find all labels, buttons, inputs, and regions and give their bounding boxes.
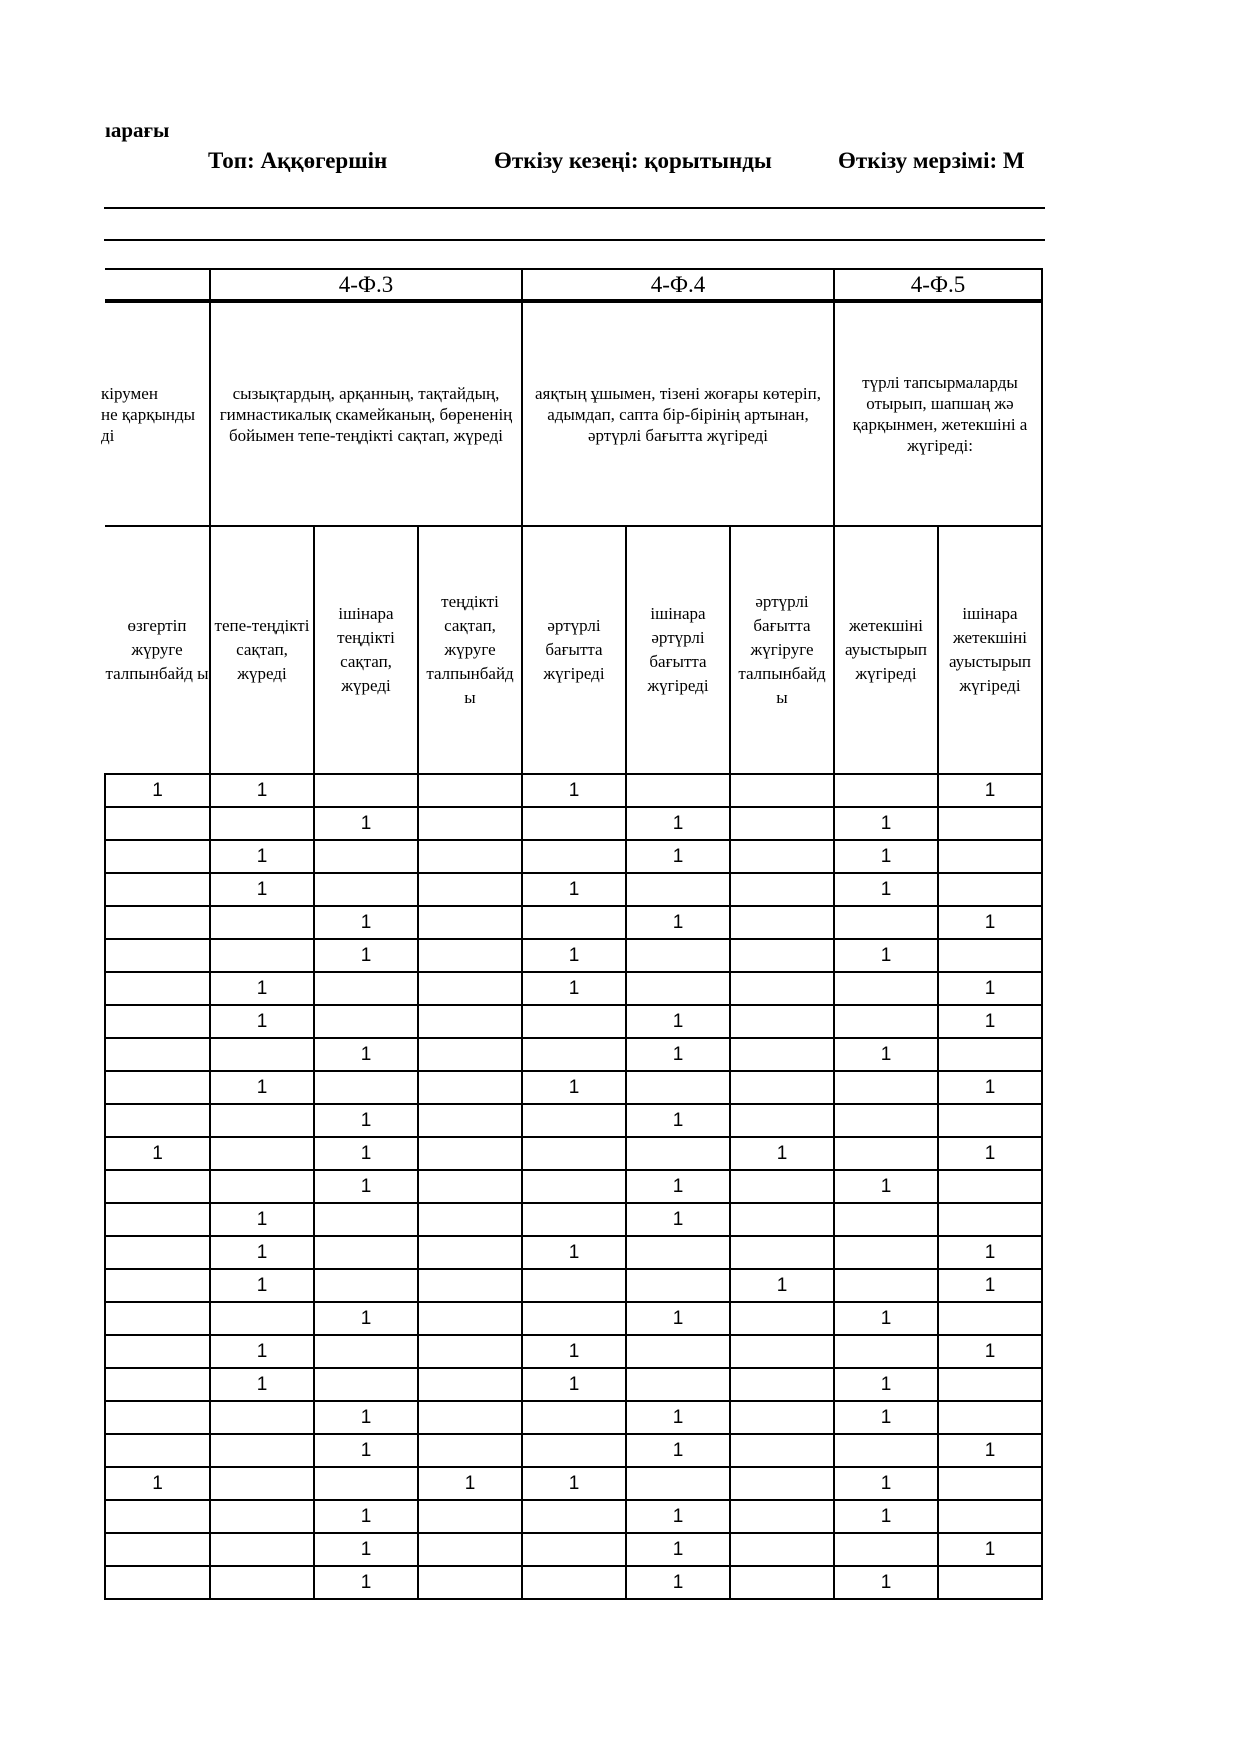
skill-description-cell: сызықтардың, арқанның, тақтайдың, гимнастикалық скамейканың, бөрененің бойымен тепе-теңдікті сақтап, жүреді <box>210 301 522 526</box>
score-cell: 1 <box>314 1434 418 1467</box>
score-cell <box>418 1335 522 1368</box>
assessment-date-label: Өткізу мерзімі: М <box>838 148 1025 173</box>
score-cell <box>210 939 314 972</box>
score-cell <box>314 840 418 873</box>
score-cell <box>730 1500 834 1533</box>
score-cell <box>938 1302 1042 1335</box>
skill-description-row <box>105 301 1042 526</box>
score-cell <box>314 1203 418 1236</box>
score-cell <box>210 1137 314 1170</box>
score-cell: 1 <box>314 1566 418 1599</box>
score-cell <box>938 873 1042 906</box>
score-cell: 1 <box>834 1368 938 1401</box>
skill-code-cell: 4-Ф.3 <box>210 269 522 301</box>
score-cell <box>938 1566 1042 1599</box>
score-cell <box>210 1566 314 1599</box>
score-cell: 1 <box>314 1170 418 1203</box>
score-cell: 1 <box>834 840 938 873</box>
score-cell <box>938 1401 1042 1434</box>
child-score-row <box>105 1170 1042 1203</box>
score-cell <box>730 1170 834 1203</box>
child-score-row <box>105 1137 1042 1170</box>
criteria-header-cell: әртүрлі бағытта жүгіруге талпынбайд ы <box>730 526 834 774</box>
score-cell <box>938 1038 1042 1071</box>
score-cell <box>522 1137 626 1170</box>
score-cell <box>105 1005 210 1038</box>
score-cell <box>105 840 210 873</box>
score-cell <box>730 1071 834 1104</box>
child-score-row <box>105 1269 1042 1302</box>
score-cell <box>314 1368 418 1401</box>
score-cell: 1 <box>105 1467 210 1500</box>
score-cell <box>105 1335 210 1368</box>
score-cell: 1 <box>105 774 210 807</box>
score-cell <box>730 840 834 873</box>
score-cell <box>522 1038 626 1071</box>
child-score-row <box>105 1236 1042 1269</box>
score-cell: 1 <box>938 1533 1042 1566</box>
score-cell <box>105 1269 210 1302</box>
score-cell: 1 <box>418 1467 522 1500</box>
child-score-row <box>105 1104 1042 1137</box>
score-cell: 1 <box>105 1137 210 1170</box>
score-cell <box>210 807 314 840</box>
score-cell <box>105 939 210 972</box>
score-cell <box>105 1170 210 1203</box>
child-score-row <box>105 840 1042 873</box>
score-cell: 1 <box>522 1467 626 1500</box>
score-cell: 1 <box>626 1302 730 1335</box>
score-cell <box>522 1401 626 1434</box>
child-score-row <box>105 873 1042 906</box>
score-cell: 1 <box>938 774 1042 807</box>
child-score-row <box>105 807 1042 840</box>
score-cell <box>730 1203 834 1236</box>
score-cell <box>105 1038 210 1071</box>
score-cell <box>522 1533 626 1566</box>
score-cell <box>522 840 626 873</box>
score-cell: 1 <box>938 1137 1042 1170</box>
score-cell: 1 <box>626 1533 730 1566</box>
score-cell <box>834 1269 938 1302</box>
score-cell: 1 <box>626 1500 730 1533</box>
score-cell <box>210 1467 314 1500</box>
score-cell: 1 <box>522 774 626 807</box>
criteria-header-cell: ішінара теңдікті сақтап, жүреді <box>314 526 418 774</box>
child-score-row <box>105 774 1042 807</box>
score-cell <box>626 939 730 972</box>
score-cell <box>834 1434 938 1467</box>
score-cell <box>626 1137 730 1170</box>
score-cell: 1 <box>314 1104 418 1137</box>
score-cell: 1 <box>314 906 418 939</box>
score-cell: 1 <box>522 972 626 1005</box>
score-cell: 1 <box>938 1434 1042 1467</box>
score-cell: 1 <box>210 840 314 873</box>
score-cell: 1 <box>522 1368 626 1401</box>
score-cell <box>834 1203 938 1236</box>
score-cell <box>730 1302 834 1335</box>
score-cell: 1 <box>626 1005 730 1038</box>
score-cell <box>626 1269 730 1302</box>
header-rule-2 <box>104 239 1045 241</box>
criteria-header-cell: ішінара жетекшіні ауыстырып жүгіреді <box>938 526 1042 774</box>
score-cell: 1 <box>938 1071 1042 1104</box>
score-cell <box>834 1236 938 1269</box>
score-cell: 1 <box>626 906 730 939</box>
score-cell <box>834 1533 938 1566</box>
score-cell <box>210 1170 314 1203</box>
score-cell: 1 <box>938 1269 1042 1302</box>
score-cell: 1 <box>522 939 626 972</box>
score-cell <box>418 873 522 906</box>
score-cell <box>314 1269 418 1302</box>
score-cell <box>522 1170 626 1203</box>
score-cell <box>834 1005 938 1038</box>
score-cell <box>105 1533 210 1566</box>
skill-code-cell <box>105 269 210 301</box>
score-cell <box>626 873 730 906</box>
score-cell: 1 <box>938 1335 1042 1368</box>
score-cell: 1 <box>522 1071 626 1104</box>
score-cell: 1 <box>522 1335 626 1368</box>
score-cell <box>938 1203 1042 1236</box>
score-cell <box>730 1368 834 1401</box>
score-cell <box>626 972 730 1005</box>
score-cell <box>418 807 522 840</box>
score-cell <box>938 840 1042 873</box>
score-cell <box>418 1434 522 1467</box>
score-cell <box>834 906 938 939</box>
score-cell <box>522 1269 626 1302</box>
score-cell: 1 <box>210 972 314 1005</box>
criteria-header-cell: тепе-теңдікті сақтап, жүреді <box>210 526 314 774</box>
score-cell <box>522 1302 626 1335</box>
score-cell <box>626 1335 730 1368</box>
score-cell <box>834 1137 938 1170</box>
score-cell <box>730 939 834 972</box>
score-cell: 1 <box>834 1401 938 1434</box>
score-cell <box>730 972 834 1005</box>
score-cell: 1 <box>834 1566 938 1599</box>
score-cell: 1 <box>210 1005 314 1038</box>
score-cell: 1 <box>834 1500 938 1533</box>
child-score-row <box>105 1038 1042 1071</box>
score-cell <box>938 1104 1042 1137</box>
score-cell: 1 <box>626 807 730 840</box>
score-cell <box>105 1566 210 1599</box>
score-cell <box>418 840 522 873</box>
score-cell <box>105 1302 210 1335</box>
child-score-row <box>105 1533 1042 1566</box>
score-cell: 1 <box>626 1104 730 1137</box>
score-cell <box>730 1467 834 1500</box>
score-cell <box>314 1467 418 1500</box>
score-cell <box>938 1467 1042 1500</box>
score-cell <box>938 807 1042 840</box>
score-cell <box>418 939 522 972</box>
score-cell <box>210 1302 314 1335</box>
score-cell <box>730 1038 834 1071</box>
score-cell <box>834 1335 938 1368</box>
score-cell <box>834 1104 938 1137</box>
score-cell: 1 <box>938 1236 1042 1269</box>
score-cell: 1 <box>210 1368 314 1401</box>
score-cell: 1 <box>834 873 938 906</box>
score-cell: 1 <box>314 1137 418 1170</box>
score-cell <box>730 1434 834 1467</box>
score-cell <box>105 1071 210 1104</box>
score-cell <box>730 906 834 939</box>
score-cell: 1 <box>834 807 938 840</box>
score-cell: 1 <box>834 1170 938 1203</box>
score-cell <box>626 774 730 807</box>
score-cell <box>105 1368 210 1401</box>
score-cell: 1 <box>626 840 730 873</box>
score-cell: 1 <box>210 1269 314 1302</box>
score-cell <box>938 939 1042 972</box>
criteria-header-cell: ішінара әртүрлі бағытта жүгіреді <box>626 526 730 774</box>
child-score-row <box>105 1401 1042 1434</box>
score-cell <box>418 1302 522 1335</box>
child-score-row <box>105 1368 1042 1401</box>
score-cell <box>314 774 418 807</box>
child-score-row <box>105 1566 1042 1599</box>
score-cell <box>522 1203 626 1236</box>
score-cell <box>730 1005 834 1038</box>
score-cell: 1 <box>834 939 938 972</box>
score-cell <box>730 1533 834 1566</box>
skill-description-cell: түрлі тапсырмаларды отырып, шапшаң жә қарқынмен, жетекшіні а жүгіреді: <box>834 301 1042 526</box>
score-cell <box>418 1005 522 1038</box>
score-cell: 1 <box>210 873 314 906</box>
score-cell <box>418 1170 522 1203</box>
score-cell: 1 <box>210 1203 314 1236</box>
score-cell: 1 <box>834 1038 938 1071</box>
score-cell <box>210 1500 314 1533</box>
score-cell <box>314 1236 418 1269</box>
score-cell <box>522 1104 626 1137</box>
score-cell <box>418 1104 522 1137</box>
score-cell <box>418 774 522 807</box>
score-cell <box>834 972 938 1005</box>
score-cell: 1 <box>314 1302 418 1335</box>
child-score-row <box>105 1071 1042 1104</box>
score-cell <box>730 807 834 840</box>
score-cell <box>834 774 938 807</box>
score-cell <box>418 1269 522 1302</box>
score-cell: 1 <box>626 1170 730 1203</box>
score-cell <box>418 972 522 1005</box>
score-cell: 1 <box>938 972 1042 1005</box>
skill-code-cell: 4-Ф.5 <box>834 269 1042 301</box>
criteria-header-cell: өзгертіп жүруге талпынбайд ы <box>105 526 210 774</box>
score-cell: 1 <box>522 873 626 906</box>
score-cell <box>418 1038 522 1071</box>
score-cell <box>418 1137 522 1170</box>
score-cell <box>522 906 626 939</box>
score-cell <box>314 873 418 906</box>
score-cell: 1 <box>626 1203 730 1236</box>
child-score-row <box>105 939 1042 972</box>
score-cell <box>626 1236 730 1269</box>
score-cell: 1 <box>210 1071 314 1104</box>
score-cell: 1 <box>314 1038 418 1071</box>
score-cell: 1 <box>938 906 1042 939</box>
score-cell <box>105 1104 210 1137</box>
score-cell <box>210 1401 314 1434</box>
skill-description-cell: аяқтың ұшымен, тізені жоғары көтеріп, адымдап, сапта бір-бірінің артынан, әртүрлі бағытта жүгіреді <box>522 301 834 526</box>
score-cell: 1 <box>626 1434 730 1467</box>
score-cell <box>626 1071 730 1104</box>
criteria-header-cell: әртүрлі бағытта жүгіреді <box>522 526 626 774</box>
child-score-row <box>105 1203 1042 1236</box>
score-cell: 1 <box>834 1302 938 1335</box>
score-cell <box>730 1104 834 1137</box>
score-cell <box>730 873 834 906</box>
score-cell: 1 <box>730 1137 834 1170</box>
score-cell <box>418 1500 522 1533</box>
criteria-header-row <box>105 526 1042 774</box>
score-cell <box>834 1071 938 1104</box>
score-cell <box>314 972 418 1005</box>
score-cell <box>105 972 210 1005</box>
score-cell <box>522 807 626 840</box>
score-cell <box>418 1236 522 1269</box>
score-cell <box>210 1533 314 1566</box>
score-cell <box>210 906 314 939</box>
score-cell: 1 <box>314 1500 418 1533</box>
score-cell: 1 <box>626 1401 730 1434</box>
criteria-header-cell: жетекшіні ауыстырып жүгіреді <box>834 526 938 774</box>
score-cell: 1 <box>314 1401 418 1434</box>
score-cell <box>418 1071 522 1104</box>
criteria-header-cell: теңдікті сақтап, жүруге талпынбайд ы <box>418 526 522 774</box>
skill-code-cell: 4-Ф.4 <box>522 269 834 301</box>
score-cell <box>626 1467 730 1500</box>
score-cell <box>210 1434 314 1467</box>
score-cell <box>105 1500 210 1533</box>
score-cell: 1 <box>314 939 418 972</box>
header-rule-1 <box>104 207 1045 209</box>
score-cell: 1 <box>626 1566 730 1599</box>
score-cell: 1 <box>626 1038 730 1071</box>
score-cell <box>730 774 834 807</box>
score-cell <box>105 873 210 906</box>
score-cell <box>314 1005 418 1038</box>
score-cell <box>105 906 210 939</box>
score-cell <box>314 1071 418 1104</box>
child-score-row <box>105 972 1042 1005</box>
score-cell: 1 <box>210 774 314 807</box>
child-score-row <box>105 1005 1042 1038</box>
score-cell <box>522 1566 626 1599</box>
child-score-row <box>105 1500 1042 1533</box>
score-cell <box>938 1500 1042 1533</box>
score-cell <box>105 807 210 840</box>
score-cell <box>730 1236 834 1269</box>
child-score-row <box>105 1467 1042 1500</box>
score-cell <box>210 1038 314 1071</box>
score-cell <box>522 1434 626 1467</box>
score-cell <box>418 1566 522 1599</box>
skill-description-text: кірумен не қарқынды ді <box>101 383 196 445</box>
score-cell <box>730 1335 834 1368</box>
skill-code-row <box>105 269 1042 301</box>
assessment-table <box>101 268 1043 1600</box>
skill-description-cell <box>101 301 210 526</box>
score-cell <box>938 1170 1042 1203</box>
child-score-row <box>105 1302 1042 1335</box>
score-cell <box>105 1236 210 1269</box>
score-cell <box>730 1566 834 1599</box>
child-score-row <box>105 1434 1042 1467</box>
score-cell <box>314 1335 418 1368</box>
score-cell <box>105 1401 210 1434</box>
score-cell <box>522 1500 626 1533</box>
score-cell: 1 <box>834 1467 938 1500</box>
score-cell: 1 <box>938 1005 1042 1038</box>
score-cell: 1 <box>210 1335 314 1368</box>
assessment-period-label: Өткізу кезеңі: қорытынды <box>494 148 772 173</box>
score-cell: 1 <box>314 807 418 840</box>
score-cell: 1 <box>730 1269 834 1302</box>
score-cell <box>730 1401 834 1434</box>
child-score-row <box>105 906 1042 939</box>
document-title-fragment: ıарағы <box>105 118 170 142</box>
child-score-row <box>105 1335 1042 1368</box>
score-cell <box>210 1104 314 1137</box>
score-cell: 1 <box>314 1533 418 1566</box>
score-cell <box>418 1203 522 1236</box>
score-cell: 1 <box>522 1236 626 1269</box>
score-cell <box>938 1368 1042 1401</box>
score-cell <box>105 1434 210 1467</box>
score-cell <box>105 1203 210 1236</box>
group-label: Топ: Аққөгершін <box>208 148 388 173</box>
score-cell <box>418 1533 522 1566</box>
score-cell: 1 <box>210 1236 314 1269</box>
score-cell <box>418 1368 522 1401</box>
score-cell <box>418 1401 522 1434</box>
score-cell <box>418 906 522 939</box>
score-cell <box>626 1368 730 1401</box>
score-cell <box>522 1005 626 1038</box>
